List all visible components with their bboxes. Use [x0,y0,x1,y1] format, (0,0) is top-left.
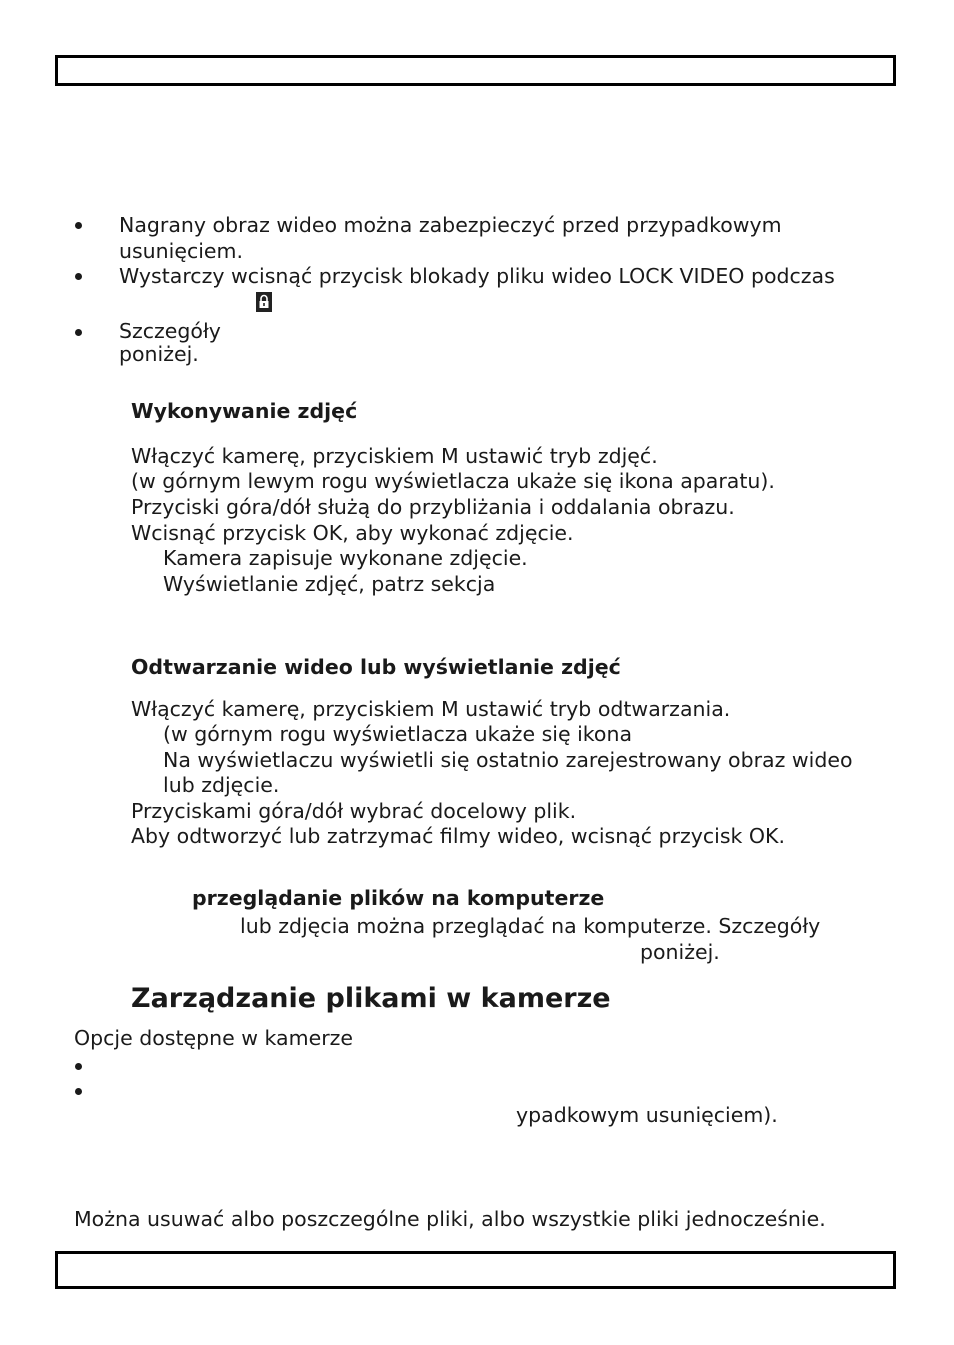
bullet-dot [75,1088,82,1095]
photo-line: (w górnym lewym rogu wyświetlacza ukaże się ikona aparatu). [131,469,775,493]
bullet-dot [75,222,82,229]
section-heading-computer: przeglądanie plików na komputerze [192,886,605,910]
lock-icon [256,292,272,312]
playback-line: lub zdjęcie. [163,773,280,797]
bullet-dot [75,329,82,336]
manage-intro: Opcje dostępne w kamerze [74,1026,354,1050]
photo-line: Włączyć kamerę, przyciskiem M ustawić tryb zdjęć. [131,444,658,468]
photo-line: Wcisnąć przycisk OK, aby wykonać zdjęcie. [131,521,574,545]
bullet-text: Nagrany obraz wideo można zabezpieczyć przed przypadkowym [119,213,782,237]
footer-frame [55,1251,896,1289]
bullet-dot [75,1063,82,1070]
playback-line: Przyciskami góra/dół wybrać docelowy plik. [131,799,577,823]
photo-line: Wyświetlanie zdjęć, patrz sekcja [163,572,496,596]
computer-line: lub zdjęcia można przeglądać na komputerze. Szczegóły [240,914,821,938]
bullet-text: Szczegóły [119,319,221,343]
bullet-text: usunięciem. [119,239,244,263]
playback-line: Aby odtworzyć lub zatrzymać filmy wideo, wcisnąć przycisk OK. [131,824,786,848]
playback-line: Włączyć kamerę, przyciskiem M ustawić tryb odtwarzania. [131,697,731,721]
computer-line: poniżej. [640,940,720,964]
section-heading-photo: Wykonywanie zdjęć [131,399,358,423]
playback-line: Na wyświetlaczu wyświetli się ostatnio zarejestrowany obraz wideo [163,748,853,772]
playback-line: (w górnym rogu wyświetlacza ukaże się ikona [163,722,633,746]
bullet-text: Wystarczy wcisnąć przycisk blokady pliku wideo LOCK VIDEO podczas [119,264,835,288]
section-title-manage: Zarządzanie plikami w kamerze [131,983,611,1014]
bullet-dot [75,273,82,280]
photo-line: Przyciski góra/dół służą do przybliżania i oddalania obrazu. [131,495,735,519]
manage-fragment: ypadkowym usunięciem). [516,1103,778,1127]
header-frame [55,55,896,86]
bullet-text: poniżej. [119,342,199,366]
delete-info-text: Można usuwać albo poszczególne pliki, albo wszystkie pliki jednocześnie. [74,1207,826,1231]
photo-line: Kamera zapisuje wykonane zdjęcie. [163,546,528,570]
section-heading-playback: Odtwarzanie wideo lub wyświetlanie zdjęć [131,655,621,679]
